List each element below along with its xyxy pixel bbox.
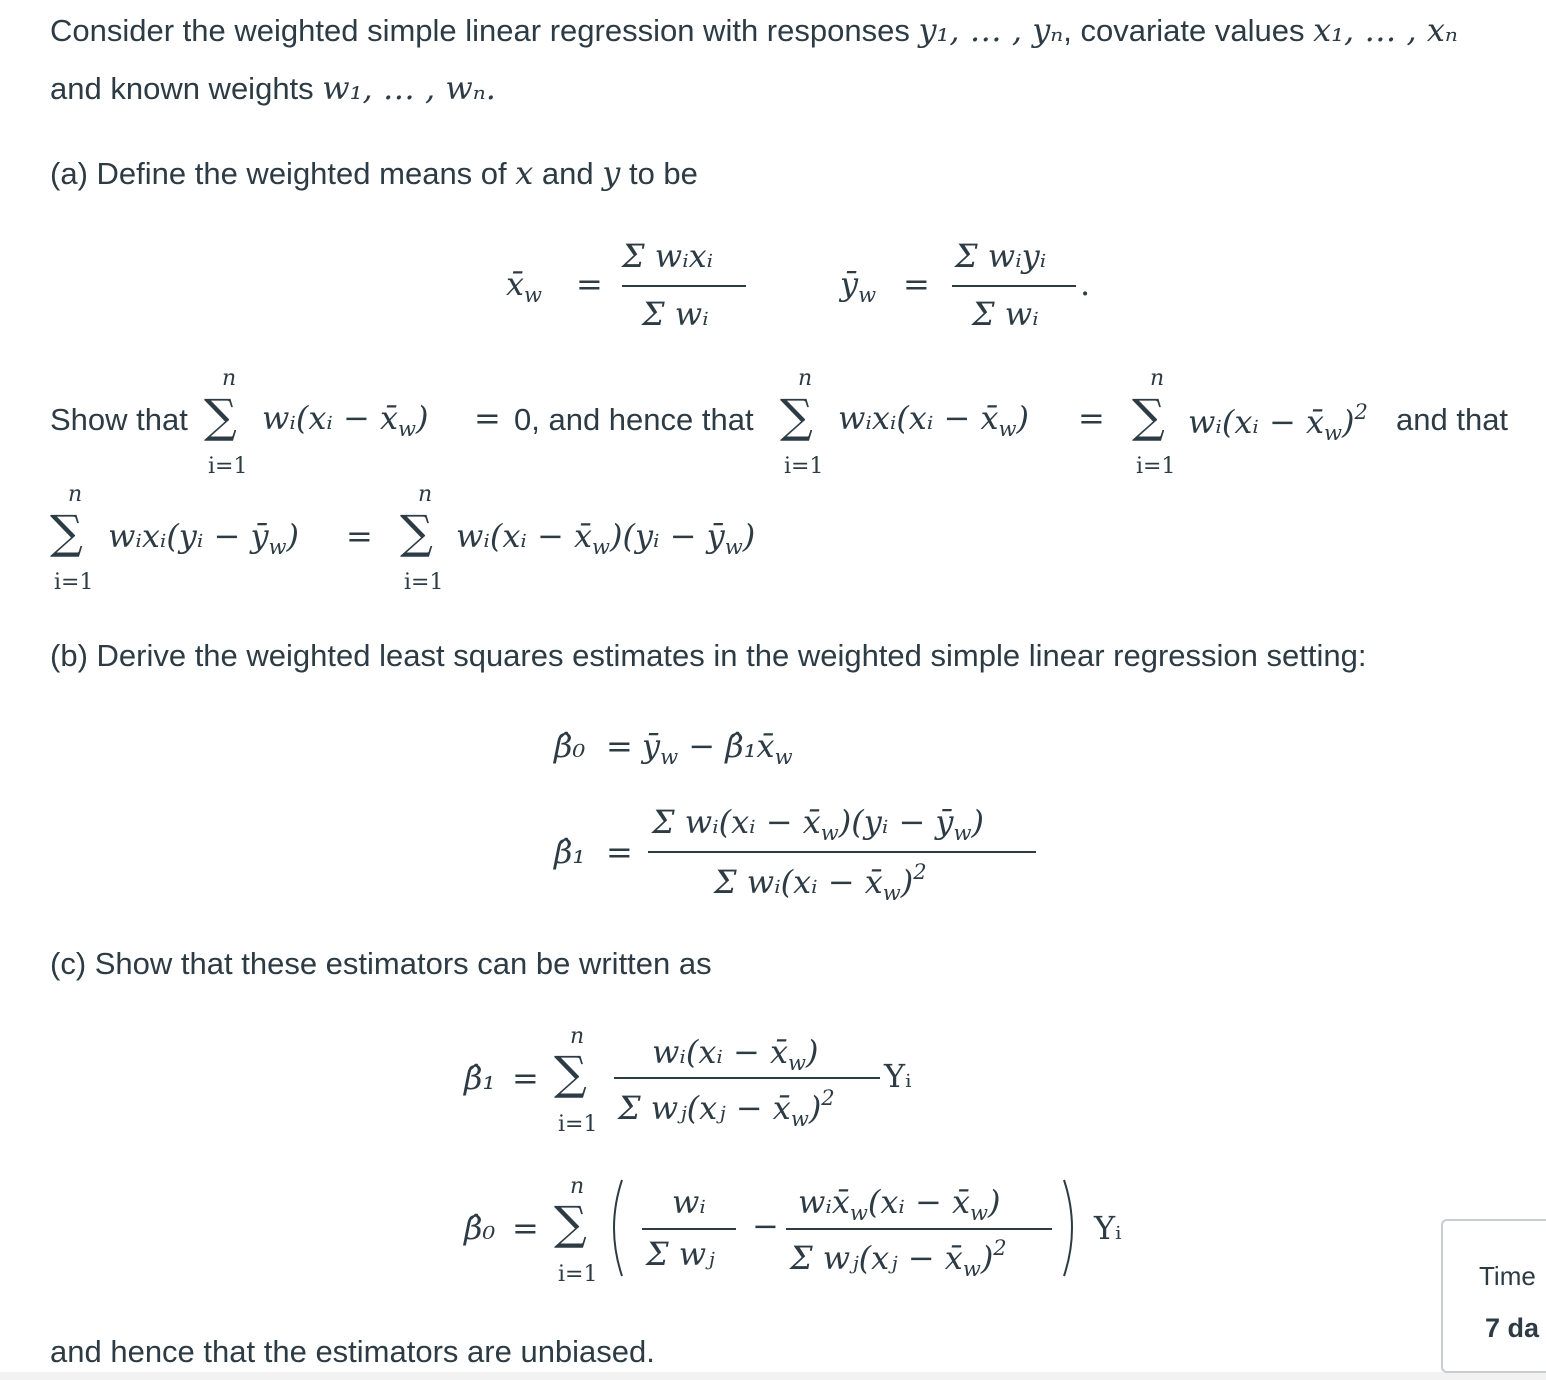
covariate-symbols: x₁, … , xₙ: [1313, 11, 1458, 49]
sum-symbol: ∑: [400, 505, 433, 559]
to-be-text: to be: [620, 156, 698, 191]
expr-close: ): [742, 517, 756, 555]
c-beta1-denominator: [618, 1088, 835, 1130]
sum5-expression: [456, 517, 756, 559]
sum-lower-i1: i=1: [208, 454, 248, 479]
expr-close: ): [988, 1183, 1001, 1221]
time-remaining-card[interactable]: [1441, 1219, 1546, 1373]
sum-lower-i1: i=1: [558, 1262, 598, 1287]
c-beta0-term2-denominator: [790, 1238, 1007, 1280]
sum-upper-n: n: [798, 366, 813, 391]
conclusion-text: and hence that the estimators are unbiased.: [50, 1334, 655, 1369]
expr-close: ): [971, 803, 984, 841]
c-beta0-term2-bar: [786, 1228, 1052, 1230]
Yi-symbol: Yᵢ: [1094, 1209, 1122, 1247]
subscript-w: w: [970, 1201, 989, 1225]
and-that-text: and that: [1396, 402, 1509, 437]
expr-close: ): [286, 517, 300, 555]
equals-sign: =: [606, 833, 633, 871]
sum-symbol: ∑: [50, 505, 83, 559]
minus-sign: −: [752, 1207, 779, 1245]
sum-symbol: ∑: [1132, 389, 1165, 443]
part-c-label: (c) Show that these estimators can be written as: [50, 946, 712, 981]
ybar-fraction-bar: [952, 285, 1076, 287]
equals-sign: =: [512, 1209, 539, 1247]
equals-sign: =: [346, 517, 373, 555]
num-part-y: )(yᵢ − ȳ: [838, 803, 954, 841]
beta1-hat: β̂₁: [554, 833, 586, 871]
intro-line-1: [50, 11, 1458, 49]
beta1-hat: β̂₁: [464, 1059, 496, 1097]
sum-lower-i1: i=1: [1136, 454, 1176, 479]
beta1-numerator: [652, 803, 984, 845]
period: .: [1080, 265, 1091, 303]
sum-lower-i1: i=1: [784, 454, 824, 479]
sum-upper-n: n: [418, 482, 433, 507]
equals-sign: =: [606, 727, 633, 765]
superscript-2: 2: [913, 860, 927, 884]
sum-upper-n: n: [570, 1024, 585, 1049]
ybar-numerator: Σ wᵢyᵢ: [955, 237, 1047, 275]
expr-close: ): [415, 399, 429, 437]
den-part: Σ wᵢ(xᵢ − x̄: [714, 863, 883, 901]
den-part: Σ wⱼ(xⱼ − x̄: [790, 1239, 963, 1277]
part-a-label: [50, 154, 698, 192]
zero-hence: 0, and hence that: [514, 402, 754, 437]
and-text: and: [533, 156, 603, 191]
beta1-denominator: [714, 862, 927, 904]
beta0-hat: β̂₀: [554, 727, 586, 765]
ybar-denominator: Σ wᵢ: [972, 295, 1039, 333]
zero-hence-text: [514, 404, 754, 435]
sum-symbol: ∑: [204, 389, 237, 443]
intro-text-covariate: , covariate values: [1063, 13, 1314, 48]
subscript-w: w: [858, 283, 877, 307]
beta1-xbar: − β̂₁x̄: [678, 727, 775, 765]
sum2-expression: [838, 399, 1029, 441]
expr-close: ): [900, 863, 914, 901]
superscript-2: 2: [993, 1236, 1007, 1260]
xbar-fraction-bar: [622, 285, 746, 287]
sum-symbol: ∑: [554, 1046, 587, 1100]
responses-symbols: y₁, … , yₙ: [918, 11, 1064, 49]
sum4-expression: [108, 517, 300, 559]
beta0-formula: [642, 727, 793, 769]
equals-sign: =: [512, 1059, 539, 1097]
sum-upper-n: n: [68, 482, 83, 507]
subscript-w: w: [790, 1107, 809, 1131]
intro-line-2: [50, 69, 496, 107]
weights-symbols: w₁, … , wₙ.: [322, 69, 496, 107]
xbar-denominator: Σ wᵢ: [642, 295, 709, 333]
superscript-2: 2: [1354, 400, 1368, 424]
subscript-w: w: [724, 535, 743, 559]
ybar-symbol: ȳ: [840, 265, 859, 303]
expr-part-y: )(yᵢ − ȳ: [609, 517, 725, 555]
symbol-x: x: [515, 154, 534, 192]
subscript-w: w: [592, 535, 610, 559]
part-a-text: (a) Define the weighted means of: [50, 156, 516, 191]
den-part: Σ wⱼ(xⱼ − x̄: [618, 1089, 791, 1127]
intro-text: Consider the weighted simple linear regression with responses: [50, 13, 919, 48]
num-part: Σ wᵢ(xᵢ − x̄: [652, 803, 821, 841]
sum-lower-i1: i=1: [558, 1112, 598, 1137]
subscript-w: w: [524, 283, 543, 307]
expr-part: wᵢ(xᵢ − x̄: [1188, 403, 1324, 441]
subscript-w: w: [953, 821, 972, 845]
time-label: Time: [1479, 1261, 1536, 1291]
sum3-expression: [1188, 402, 1368, 444]
subscript-w: w: [1324, 421, 1342, 445]
sum-lower-i1: i=1: [54, 570, 94, 595]
sum-upper-n: n: [570, 1174, 585, 1199]
c-beta1-fraction-bar: [614, 1077, 880, 1079]
sum-symbol: ∑: [780, 389, 813, 443]
equals-sign: =: [1078, 399, 1105, 437]
Yi-symbol: Yᵢ: [884, 1057, 912, 1095]
sum-lower-i1: i=1: [404, 570, 444, 595]
expr-close: ): [805, 1033, 819, 1071]
time-value: 7 da: [1485, 1313, 1540, 1343]
subscript-w: w: [660, 745, 679, 769]
ybar-w-lhs: [840, 265, 877, 307]
page-bottom-edge: [0, 1372, 1546, 1380]
num-part: wᵢx̄: [798, 1183, 850, 1221]
subscript-w: w: [882, 881, 901, 905]
expr-part: wᵢ(xᵢ − x̄: [262, 399, 398, 437]
sum-upper-n: n: [222, 366, 237, 391]
c-beta0-term1-denominator: Σ wⱼ: [646, 1235, 715, 1273]
show-that-text: Show that: [50, 402, 188, 437]
num-part: wᵢ(xᵢ − x̄: [652, 1033, 788, 1071]
equals-sign: =: [474, 399, 501, 437]
beta1-fraction-bar: [648, 851, 1036, 853]
subscript-w: w: [962, 1257, 981, 1281]
equals-sign: =: [903, 265, 930, 303]
expr-part: wᵢxᵢ(yᵢ − ȳ: [108, 517, 269, 555]
c-beta0-term1-numerator: wᵢ: [672, 1183, 706, 1221]
subscript-w: w: [849, 1201, 868, 1225]
expr-close: ): [808, 1089, 822, 1127]
expr-close: ): [1341, 403, 1355, 441]
subscript-w: w: [774, 745, 793, 769]
c-beta1-numerator: [652, 1033, 819, 1075]
num-part-2: (xᵢ − x̄: [867, 1183, 971, 1221]
subscript-w: w: [788, 1051, 806, 1075]
expr-close: ): [980, 1239, 994, 1277]
sum-symbol: ∑: [554, 1196, 587, 1250]
expr-part: wᵢ(xᵢ − x̄: [456, 517, 592, 555]
expr-close: ): [1016, 399, 1029, 437]
left-paren: [604, 1178, 626, 1278]
ybar: ȳ: [642, 727, 661, 765]
xbar-symbol: x̄: [506, 265, 525, 303]
superscript-2: 2: [821, 1086, 835, 1110]
part-b-label: (b) Derive the weighted least squares estimates in the weighted simple linear regression setting:: [50, 638, 1367, 673]
subscript-w: w: [998, 417, 1017, 441]
symbol-y: y: [602, 154, 621, 192]
sum1-expression: [262, 399, 429, 441]
xbar-numerator: Σ wᵢxᵢ: [622, 237, 714, 275]
c-beta0-term2-numerator: [798, 1183, 1001, 1225]
xbar-w-lhs: [506, 265, 543, 307]
intro-text-weights: and known weights: [50, 71, 323, 106]
equals-sign: =: [576, 265, 603, 303]
subscript-w: w: [398, 417, 416, 441]
right-paren: [1060, 1178, 1082, 1278]
c-beta0-term1-bar: [642, 1228, 736, 1230]
expr-part: wᵢxᵢ(xᵢ − x̄: [838, 399, 999, 437]
sum-upper-n: n: [1150, 366, 1165, 391]
beta0-hat: β̂₀: [464, 1209, 496, 1247]
subscript-w: w: [268, 535, 287, 559]
subscript-w: w: [820, 821, 839, 845]
